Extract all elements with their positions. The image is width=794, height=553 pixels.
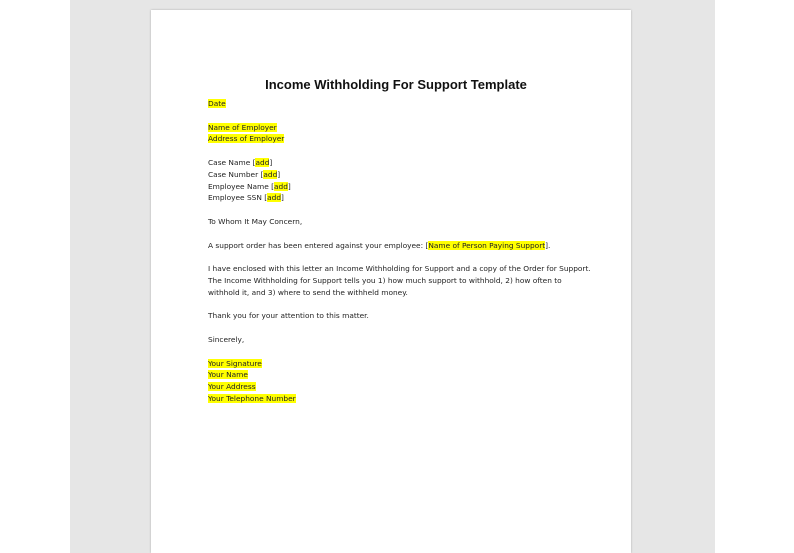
closing-line: Sincerely, — [208, 334, 245, 344]
case-name-line — [208, 157, 618, 169]
thanks-line: Thank you for your attention to this matter. — [208, 311, 369, 321]
document-page — [151, 10, 631, 553]
case-number-line — [208, 169, 618, 181]
employer-name-placeholder: Name of Employer — [208, 122, 277, 132]
support-order-text: A support order has been entered against your employee: [ — [208, 240, 429, 250]
date-line — [208, 98, 618, 110]
enclosure-paragraph-line: I have enclosed with this letter an Income Withholding for Support and a copy of the Order for Support. — [208, 264, 591, 274]
your-address-placeholder: Your Address — [208, 382, 256, 392]
bracket-close: ] — [269, 157, 273, 167]
employee-name-placeholder: add — [274, 181, 288, 191]
support-order-suffix: ]. — [545, 240, 551, 250]
case-number-label: Case Number [ — [208, 169, 264, 179]
employee-ssn-label: Employee SSN [ — [208, 193, 268, 203]
employer-name-line — [208, 122, 618, 134]
enclosure-paragraph-line: The Income Withholding for Support tells you 1) how much support to withhold, 2) how often to — [208, 275, 562, 285]
your-name-placeholder: Your Name — [208, 370, 248, 380]
salutation: To Whom It May Concern, — [208, 216, 303, 226]
bracket-close: ] — [277, 169, 281, 179]
case-name-label: Case Name [ — [208, 157, 256, 167]
case-number-placeholder: add — [263, 169, 278, 179]
your-name-line — [208, 369, 618, 381]
employee-name-label: Employee Name [ — [208, 181, 274, 191]
bracket-close: ] — [281, 193, 284, 203]
date-placeholder: Date — [208, 99, 226, 108]
employee-ssn-placeholder: add — [267, 193, 282, 203]
bracket-close: ] — [287, 181, 291, 191]
signature-placeholder: Your Signature — [208, 358, 262, 368]
case-name-placeholder: add — [255, 157, 270, 167]
enclosure-paragraph-line: withhold it, and 3) where to send the withheld money. — [208, 287, 408, 297]
employee-name-line — [208, 181, 618, 193]
employee-ssn-line — [208, 192, 618, 204]
document-viewer[interactable] — [70, 0, 715, 553]
employer-address-line — [208, 133, 618, 145]
support-order-paragraph — [208, 240, 618, 252]
payer-name-placeholder: Name of Person Paying Support — [428, 240, 546, 250]
letter-body — [208, 98, 618, 405]
signature-line — [208, 358, 618, 370]
your-phone-line — [208, 393, 618, 405]
document-title: Income Withholding For Support Template — [265, 77, 527, 92]
your-address-line — [208, 381, 618, 393]
your-phone-placeholder: Your Telephone Number — [208, 393, 296, 403]
employer-address-placeholder: Address of Employer — [208, 134, 285, 144]
